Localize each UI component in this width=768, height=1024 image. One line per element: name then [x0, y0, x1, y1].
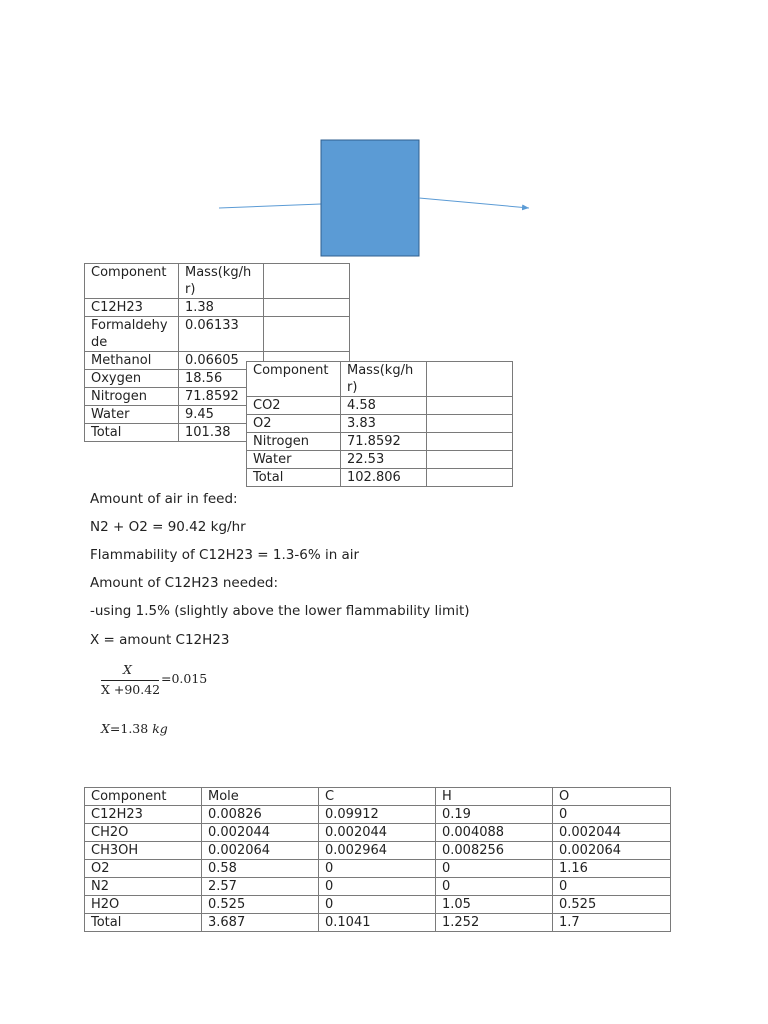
- product-table-cell: [427, 433, 513, 451]
- mole-table-cell: 0.58: [202, 860, 319, 878]
- mole-table-cell: Total: [85, 914, 202, 932]
- reactor-block: [321, 140, 419, 256]
- fraction-bar: [101, 680, 159, 681]
- feed-table-cell: 71.8592: [179, 388, 264, 406]
- mole-table-header-cell: Component: [85, 788, 202, 806]
- feed-table-cell: Formaldehyde: [85, 317, 179, 352]
- product-table-cell: CO2: [247, 397, 341, 415]
- result-value: =1.38: [109, 721, 153, 736]
- feed-table-header-cell: [264, 264, 350, 299]
- mole-table-cell: 0.002044: [319, 824, 436, 842]
- text-flammability: Flammability of C12H23 = 1.3-6% in air: [90, 547, 360, 563]
- result-unit: kg: [152, 721, 168, 736]
- mole-table-cell: 0.09912: [319, 806, 436, 824]
- mole-table-cell: 0.002964: [319, 842, 436, 860]
- feed-table-cell: 0.06605: [179, 352, 264, 370]
- mole-table-cell: 0: [436, 878, 553, 896]
- mole-table-cell: 0: [319, 878, 436, 896]
- mole-table-header-cell: C: [319, 788, 436, 806]
- mole-table-cell: 0: [553, 806, 671, 824]
- product-table-cell: [427, 469, 513, 487]
- feed-table-cell: C12H23: [85, 299, 179, 317]
- feed-table-row: [85, 317, 350, 352]
- feed-table-header-cell: Component: [85, 264, 179, 299]
- feed-table-cell: 9.45: [179, 406, 264, 424]
- mole-table-cell: 0.525: [202, 896, 319, 914]
- mole-table-cell: 3.687: [202, 914, 319, 932]
- product-table-cell: 71.8592: [341, 433, 427, 451]
- feed-table-cell: 1.38: [179, 299, 264, 317]
- mole-table-header-cell: Mole: [202, 788, 319, 806]
- mole-table-cell: 0: [319, 860, 436, 878]
- text-amount-needed: Amount of C12H23 needed:: [90, 575, 279, 591]
- equation-rhs: =0.015: [161, 671, 208, 686]
- mole-table-cell: N2: [85, 878, 202, 896]
- mole-table-cell: O2: [85, 860, 202, 878]
- mole-table-row: [85, 914, 671, 932]
- feed-table-cell: [264, 317, 350, 352]
- text-using-percent: -using 1.5% (slightly above the lower flammability limit): [90, 603, 470, 619]
- mole-table-header-cell: O: [553, 788, 671, 806]
- product-table-cell: 102.806: [341, 469, 427, 487]
- product-mass-table: [246, 361, 513, 487]
- product-table-cell: Nitrogen: [247, 433, 341, 451]
- mole-table-row: [85, 806, 671, 824]
- mole-table-cell: 0: [319, 896, 436, 914]
- feed-table-cell: Oxygen: [85, 370, 179, 388]
- feed-table-cell: Water: [85, 406, 179, 424]
- product-table-row: [247, 415, 513, 433]
- feed-table-cell: 18.56: [179, 370, 264, 388]
- product-table-cell: Water: [247, 451, 341, 469]
- product-table-row: [247, 469, 513, 487]
- feed-table-cell: 101.38: [179, 424, 264, 442]
- mole-table-cell: 2.57: [202, 878, 319, 896]
- product-table-row: [247, 397, 513, 415]
- text-n2-o2-sum: N2 + O2 = 90.42 kg/hr: [90, 519, 246, 535]
- product-table-cell: 3.83: [341, 415, 427, 433]
- feed-table-cell: Nitrogen: [85, 388, 179, 406]
- mole-table-cell: C12H23: [85, 806, 202, 824]
- mole-table-cell: 0.19: [436, 806, 553, 824]
- product-table-row: [247, 451, 513, 469]
- text-x-definition: X = amount C12H23: [90, 632, 230, 648]
- mole-table-cell: 1.16: [553, 860, 671, 878]
- equation-numerator: X: [123, 662, 132, 677]
- mole-table-row: [85, 860, 671, 878]
- mole-table-cell: 0.008256: [436, 842, 553, 860]
- mole-table-cell: 0.002064: [553, 842, 671, 860]
- mole-table-cell: 1.7: [553, 914, 671, 932]
- mole-table-cell: 0.525: [553, 896, 671, 914]
- product-stream-arrow: [419, 198, 529, 208]
- product-table-header-cell: Component: [247, 362, 341, 397]
- mole-table-cell: 1.05: [436, 896, 553, 914]
- product-table-header-cell: [427, 362, 513, 397]
- mole-table-cell: 0.002044: [553, 824, 671, 842]
- mole-table-cell: H2O: [85, 896, 202, 914]
- mole-table-cell: 0.1041: [319, 914, 436, 932]
- mole-table-row: [85, 878, 671, 896]
- product-table-cell: 22.53: [341, 451, 427, 469]
- feed-table-header-row: [85, 264, 350, 299]
- feed-table-header-cell: Mass(kg/hr): [179, 264, 264, 299]
- mole-table-header-row: [85, 788, 671, 806]
- mole-table-row: [85, 842, 671, 860]
- mole-table-row: [85, 896, 671, 914]
- product-table-cell: [427, 397, 513, 415]
- feed-table-row: [85, 299, 350, 317]
- mole-table-cell: 0: [553, 878, 671, 896]
- equation-denominator: X +90.42: [101, 682, 161, 697]
- product-table-header-cell: Mass(kg/hr): [341, 362, 427, 397]
- feed-stream-line: [219, 204, 321, 208]
- mole-table-cell: 0.004088: [436, 824, 553, 842]
- mole-table-cell: 0.00826: [202, 806, 319, 824]
- mole-table-row: [85, 824, 671, 842]
- feed-table-cell: Total: [85, 424, 179, 442]
- mole-table-cell: 0.002044: [202, 824, 319, 842]
- process-flow-diagram: [0, 0, 768, 270]
- product-table-header-row: [247, 362, 513, 397]
- result-lhs: X: [101, 721, 110, 736]
- result-equation: [101, 721, 168, 736]
- feed-table-cell: Methanol: [85, 352, 179, 370]
- mole-table-cell: 0: [436, 860, 553, 878]
- product-table-cell: O2: [247, 415, 341, 433]
- mole-table-header-cell: H: [436, 788, 553, 806]
- mole-table-cell: CH3OH: [85, 842, 202, 860]
- product-table-cell: Total: [247, 469, 341, 487]
- product-table-cell: [427, 415, 513, 433]
- product-table-cell: [427, 451, 513, 469]
- mole-table-cell: 0.002064: [202, 842, 319, 860]
- mole-table-cell: CH2O: [85, 824, 202, 842]
- mole-balance-table: [84, 787, 671, 932]
- product-table-cell: 4.58: [341, 397, 427, 415]
- text-air-in-feed: Amount of air in feed:: [90, 491, 238, 507]
- feed-table-cell: 0.06133: [179, 317, 264, 352]
- mole-table-cell: 1.252: [436, 914, 553, 932]
- product-table-row: [247, 433, 513, 451]
- feed-table-cell: [264, 299, 350, 317]
